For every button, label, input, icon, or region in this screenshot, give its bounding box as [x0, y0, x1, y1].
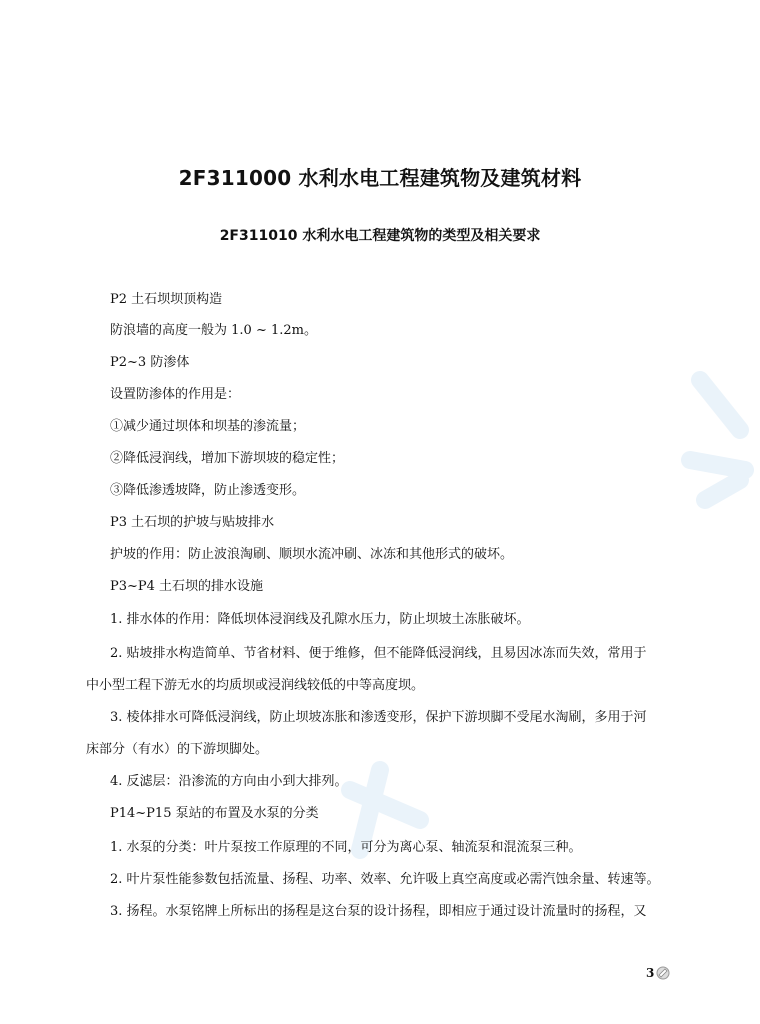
text-line: 2. 贴坡排水构造简单、节省材料、便于维修，但不能降低浸润线，且易因冰冻而失效，常用于: [110, 646, 647, 661]
page-corner-icon: [656, 966, 670, 980]
text-line: 设置防渗体的作用是：: [110, 387, 241, 402]
text-line: P3 土石坝的护坡与贴坡排水: [110, 515, 275, 530]
text-line: 3. 扬程。水泵铭牌上所标出的扬程是这台泵的设计扬程，即相应于通过设计流量时的扬程，又: [110, 904, 647, 919]
text-line: P14~P15 泵站的布置及水泵的分类: [110, 806, 319, 821]
text-line: 4. 反滤层：沿渗流的方向由小到大排列。: [110, 774, 348, 789]
text-line: 床部分（有水）的下游坝脚处。: [86, 742, 269, 757]
text-line: 3. 棱体排水可降低浸润线，防止坝坡冻胀和渗透变形，保护下游坝脚不受尾水淘刷，多用于河: [110, 710, 647, 725]
page-title: 2F311000 水利水电工程建筑物及建筑材料: [178, 166, 582, 190]
text-line: 1. 排水体的作用：降低坝体浸润线及孔隙水压力，防止坝坡土冻胀破坏。: [110, 612, 530, 627]
text-line: P2 土石坝坝顶构造: [110, 292, 223, 307]
text-line: 护坡的作用：防止波浪淘刷、顺坝水流冲刷、冰冻和其他形式的破坏。: [110, 547, 514, 562]
text-line: 防浪墙的高度一般为 1.0 ~ 1.2m。: [110, 323, 317, 338]
text-line: 中小型工程下游无水的均质坝或浸润线较低的中等高度坝。: [86, 678, 425, 693]
text-line: ①减少通过坝体和坝基的渗流量；: [110, 419, 306, 434]
text-line: 1. 水泵的分类：叶片泵按工作原理的不同，可分为离心泵、轴流泵和混流泵三种。: [110, 840, 582, 855]
section-subtitle: 2F311010 水利水电工程建筑物的类型及相关要求: [219, 228, 541, 244]
text-line: P2~3 防渗体: [110, 355, 190, 370]
text-line: P3~P4 土石坝的排水设施: [110, 579, 264, 594]
page-number: [646, 966, 670, 980]
page-number-value: 3: [646, 966, 655, 980]
text-line: 2. 叶片泵性能参数包括流量、扬程、功率、效率、允许吸上真空高度或必需汽蚀余量、转速等。: [110, 872, 660, 887]
text-line: ③降低渗透坡降，防止渗透变形。: [110, 483, 306, 498]
text-line: ②降低浸润线，增加下游坝坡的稳定性；: [110, 451, 345, 466]
